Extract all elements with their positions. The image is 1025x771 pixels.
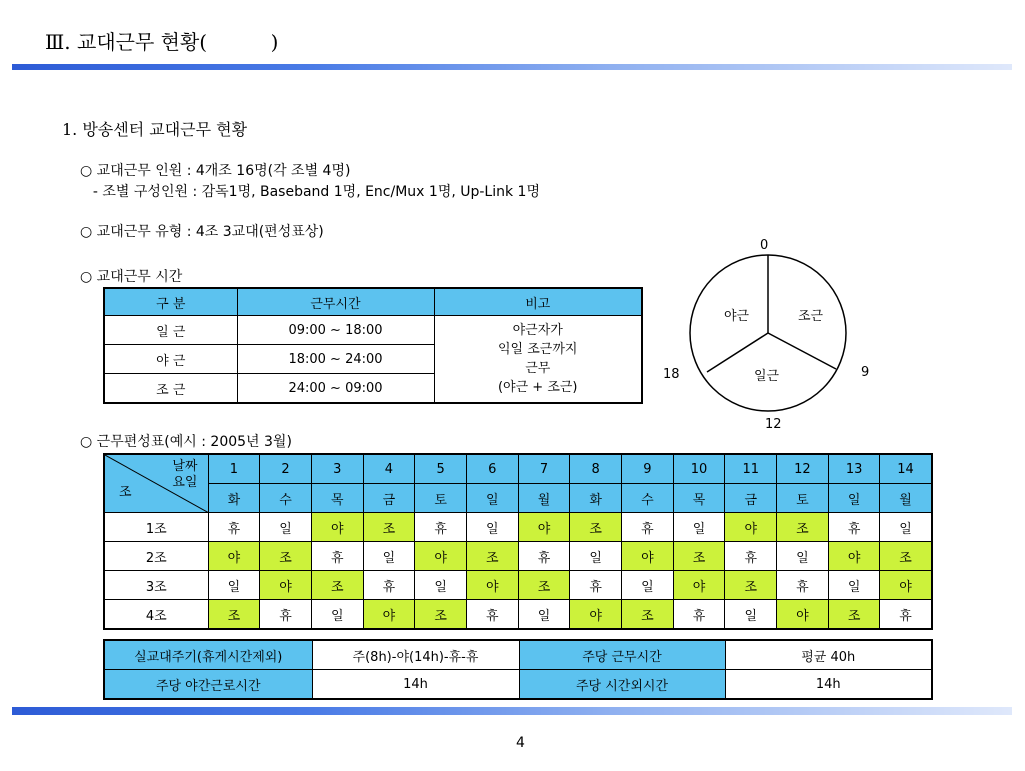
section-heading: 1. 방송센터 교대근무 현황 bbox=[62, 120, 248, 139]
shift-clock-diagram bbox=[663, 238, 888, 440]
roster-shift-cell: 휴 bbox=[570, 571, 622, 600]
bullet-staff-detail: - 조별 구성인원 : 감독1명, Baseband 1명, Enc/Mux 1명, Up-Link 1명 bbox=[84, 184, 540, 200]
roster-shift-cell: 조 bbox=[570, 513, 622, 542]
roster-shift-cell: 야 bbox=[466, 571, 518, 600]
roster-date-header: 6 bbox=[466, 454, 518, 484]
roster-shift-cell: 야 bbox=[622, 542, 674, 571]
summary-night-value: 14h bbox=[312, 670, 519, 700]
roster-weekday-header: 목 bbox=[311, 484, 363, 513]
summary-cycle-value: 주(8h)-야(14h)-휴-휴 bbox=[312, 640, 519, 670]
roster-date-header: 13 bbox=[828, 454, 880, 484]
bullet-type: ○ 교대근무 유형 : 4조 3교대(편성표상) bbox=[80, 224, 324, 240]
summary-overtime-value: 14h bbox=[725, 670, 932, 700]
roster-shift-cell: 휴 bbox=[311, 542, 363, 571]
footer-divider bbox=[12, 707, 1012, 715]
roster-shift-cell: 조 bbox=[828, 600, 880, 630]
roster-shift-cell: 일 bbox=[415, 571, 467, 600]
roster-date-header: 7 bbox=[518, 454, 570, 484]
roster-weekday-header: 토 bbox=[415, 484, 467, 513]
roster-shift-cell: 야 bbox=[518, 513, 570, 542]
roster-shift-cell: 일 bbox=[466, 513, 518, 542]
roster-team-name: 2조 bbox=[104, 542, 208, 571]
roster-team-row bbox=[104, 542, 932, 571]
roster-shift-cell: 조 bbox=[363, 513, 415, 542]
roster-shift-cell: 야 bbox=[880, 571, 932, 600]
roster-weekday-header: 화 bbox=[208, 484, 260, 513]
roster-shift-cell: 야 bbox=[311, 513, 363, 542]
roster-date-header: 14 bbox=[880, 454, 932, 484]
roster-shift-cell: 일 bbox=[725, 600, 777, 630]
roster-team-name: 3조 bbox=[104, 571, 208, 600]
roster-team-row bbox=[104, 513, 932, 542]
roster-shift-cell: 야 bbox=[363, 600, 415, 630]
corner-team-label: 조 bbox=[119, 485, 132, 500]
shift-time: 09:00 ~ 18:00 bbox=[237, 316, 434, 345]
roster-shift-cell: 조 bbox=[208, 600, 260, 630]
roster-weekday-header: 금 bbox=[725, 484, 777, 513]
roster-date-header: 4 bbox=[363, 454, 415, 484]
roster-shift-cell: 휴 bbox=[880, 600, 932, 630]
roster-weekday-header: 수 bbox=[260, 484, 312, 513]
roster-shift-cell: 휴 bbox=[725, 542, 777, 571]
roster-shift-cell: 일 bbox=[622, 571, 674, 600]
roster-shift-cell: 야 bbox=[260, 571, 312, 600]
roster-date-header: 5 bbox=[415, 454, 467, 484]
shift-note-line: 근무 bbox=[525, 361, 551, 376]
roster-corner-header bbox=[104, 454, 208, 513]
roster-shift-cell: 휴 bbox=[518, 542, 570, 571]
roster-shift-cell: 야 bbox=[673, 571, 725, 600]
roster-shift-cell: 일 bbox=[880, 513, 932, 542]
roster-shift-cell: 휴 bbox=[777, 571, 829, 600]
roster-date-header: 2 bbox=[260, 454, 312, 484]
roster-date-header: 3 bbox=[311, 454, 363, 484]
shift-note-line: (야근 + 조근) bbox=[497, 380, 578, 395]
roster-shift-cell: 일 bbox=[673, 513, 725, 542]
roster-weekday-header: 수 bbox=[622, 484, 674, 513]
roster-shift-cell: 휴 bbox=[466, 600, 518, 630]
roster-shift-cell: 조 bbox=[415, 600, 467, 630]
shift-time-table bbox=[103, 287, 643, 404]
clock-segment-dawn: 조근 bbox=[798, 309, 824, 324]
shift-note bbox=[434, 316, 642, 404]
roster-shift-cell: 야 bbox=[570, 600, 622, 630]
roster-team-row bbox=[104, 571, 932, 600]
roster-shift-cell: 야 bbox=[208, 542, 260, 571]
summary-weekly-hours-value: 평균 40h bbox=[725, 640, 932, 670]
roster-shift-cell: 휴 bbox=[828, 513, 880, 542]
roster-shift-cell: 조 bbox=[311, 571, 363, 600]
bullet-hours: ○ 교대근무 시간 bbox=[80, 269, 183, 285]
roster-shift-cell: 일 bbox=[518, 600, 570, 630]
bullet-staff: ○ 교대근무 인원 : 4개조 16명(각 조별 4명) bbox=[80, 163, 351, 179]
shift-name: 일 근 bbox=[104, 316, 237, 345]
shift-header-category: 구 분 bbox=[104, 288, 237, 316]
slide-title: Ⅲ. 교대근무 현황( ) bbox=[45, 30, 279, 54]
roster-shift-cell: 휴 bbox=[208, 513, 260, 542]
roster-team-name: 1조 bbox=[104, 513, 208, 542]
roster-table bbox=[103, 453, 933, 630]
roster-shift-cell: 조 bbox=[673, 542, 725, 571]
shift-name: 조 근 bbox=[104, 374, 237, 404]
roster-weekday-header: 월 bbox=[880, 484, 932, 513]
roster-date-header: 11 bbox=[725, 454, 777, 484]
roster-date-header: 8 bbox=[570, 454, 622, 484]
roster-shift-cell: 일 bbox=[777, 542, 829, 571]
title-divider bbox=[12, 64, 1012, 70]
shift-header-note: 비고 bbox=[434, 288, 642, 316]
shift-note-line: 익일 조근까지 bbox=[498, 342, 578, 357]
bullet-roster: ○ 근무편성표(예시 : 2005년 3월) bbox=[80, 434, 292, 450]
roster-shift-cell: 일 bbox=[363, 542, 415, 571]
roster-shift-cell: 휴 bbox=[673, 600, 725, 630]
roster-shift-cell: 야 bbox=[828, 542, 880, 571]
roster-shift-cell: 일 bbox=[260, 513, 312, 542]
roster-weekday-header: 토 bbox=[777, 484, 829, 513]
roster-weekday-header: 금 bbox=[363, 484, 415, 513]
shift-name: 야 근 bbox=[104, 345, 237, 374]
corner-date-label: 날짜 bbox=[172, 459, 198, 474]
summary-weekly-hours-label: 주당 근무시간 bbox=[519, 640, 725, 670]
roster-shift-cell: 조 bbox=[622, 600, 674, 630]
roster-weekday-header: 일 bbox=[828, 484, 880, 513]
roster-shift-cell: 휴 bbox=[363, 571, 415, 600]
roster-weekday-header: 화 bbox=[570, 484, 622, 513]
clock-mark-12: 12 bbox=[765, 417, 782, 432]
shift-time: 18:00 ~ 24:00 bbox=[237, 345, 434, 374]
roster-weekday-header: 월 bbox=[518, 484, 570, 513]
roster-date-header: 12 bbox=[777, 454, 829, 484]
clock-mark-18: 18 bbox=[663, 367, 680, 382]
roster-date-header: 10 bbox=[673, 454, 725, 484]
roster-team-name: 4조 bbox=[104, 600, 208, 630]
clock-mark-9: 9 bbox=[861, 365, 870, 380]
roster-shift-cell: 일 bbox=[311, 600, 363, 630]
roster-shift-cell: 조 bbox=[725, 571, 777, 600]
corner-weekday-label: 요일 bbox=[172, 475, 198, 490]
summary-table bbox=[103, 639, 933, 700]
roster-shift-cell: 휴 bbox=[260, 600, 312, 630]
roster-shift-cell: 야 bbox=[725, 513, 777, 542]
roster-date-header: 9 bbox=[622, 454, 674, 484]
roster-shift-cell: 조 bbox=[880, 542, 932, 571]
summary-cycle-label: 실교대주기(휴게시간제외) bbox=[104, 640, 312, 670]
roster-shift-cell: 야 bbox=[777, 600, 829, 630]
roster-shift-cell: 휴 bbox=[622, 513, 674, 542]
roster-shift-cell: 휴 bbox=[415, 513, 467, 542]
roster-date-header: 1 bbox=[208, 454, 260, 484]
roster-shift-cell: 일 bbox=[208, 571, 260, 600]
roster-shift-cell: 일 bbox=[828, 571, 880, 600]
clock-mark-0: 0 bbox=[760, 238, 769, 253]
roster-shift-cell: 일 bbox=[570, 542, 622, 571]
shift-time: 24:00 ~ 09:00 bbox=[237, 374, 434, 404]
shift-note-line: 야근자가 bbox=[512, 323, 563, 338]
roster-shift-cell: 조 bbox=[260, 542, 312, 571]
clock-segment-night: 야근 bbox=[724, 309, 750, 324]
clock-segment-day: 일근 bbox=[754, 369, 780, 384]
roster-weekday-header: 목 bbox=[673, 484, 725, 513]
summary-night-label: 주당 야간근로시간 bbox=[104, 670, 312, 700]
shift-clock-svg bbox=[688, 240, 888, 440]
roster-shift-cell: 조 bbox=[777, 513, 829, 542]
roster-shift-cell: 조 bbox=[518, 571, 570, 600]
corner-date-weekday bbox=[172, 459, 197, 491]
roster-shift-cell: 야 bbox=[415, 542, 467, 571]
roster-weekday-header: 일 bbox=[466, 484, 518, 513]
shift-header-hours: 근무시간 bbox=[237, 288, 434, 316]
roster-team-row bbox=[104, 600, 932, 630]
summary-overtime-label: 주당 시간외시간 bbox=[519, 670, 725, 700]
page-number: 4 bbox=[516, 735, 525, 751]
roster-shift-cell: 조 bbox=[466, 542, 518, 571]
